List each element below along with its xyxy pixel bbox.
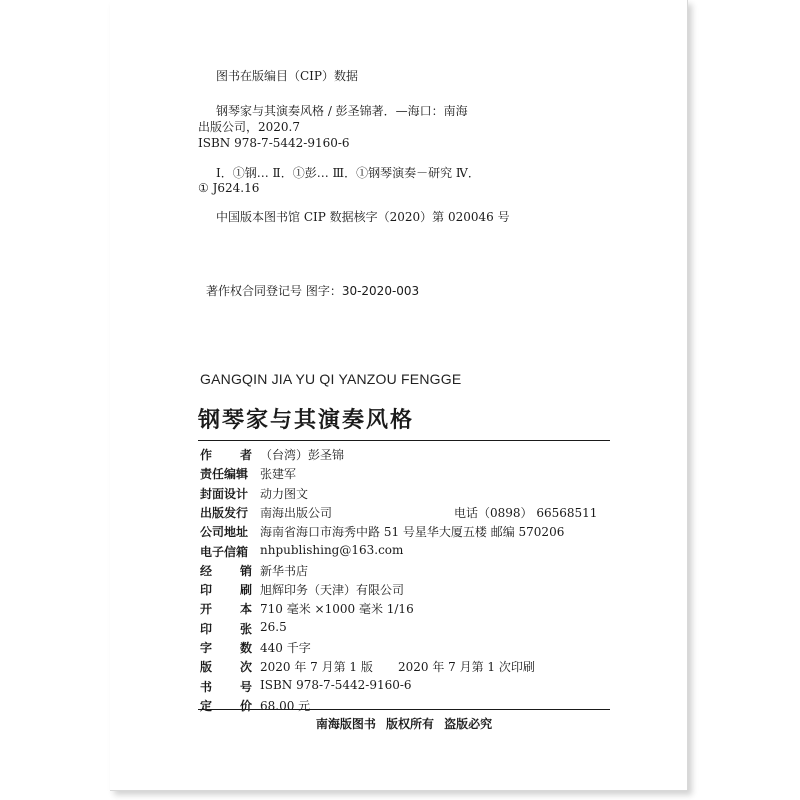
- info-value: 张建军: [260, 467, 297, 482]
- title-pinyin: GANGQIN JIA YU QI YANZOU FENGGE: [200, 371, 462, 387]
- info-value: 68.00 元: [260, 698, 311, 713]
- info-label-text: 定: [200, 698, 213, 713]
- info-value: 旭辉印务（天津）有限公司: [260, 583, 405, 598]
- info-label-text: 书: [200, 679, 213, 694]
- info-label: [200, 446, 252, 463]
- top-rule: [198, 440, 610, 441]
- info-label-text: 次: [239, 660, 252, 675]
- copyright-notice: 南海版图书 版权所有 盗版必究: [315, 717, 493, 731]
- info-label: [200, 639, 252, 656]
- info-label-text: 开: [200, 602, 213, 617]
- info-label-text: 数: [239, 641, 252, 655]
- info-label: [200, 658, 252, 675]
- info-label: [200, 504, 252, 521]
- cip-line-5: ① J624.16: [198, 181, 260, 195]
- info-value: （台湾）彭圣锦: [260, 448, 345, 462]
- info-extra: 2020 年 7 月第 1 次印刷: [398, 660, 535, 675]
- info-value: 710 毫米 ×1000 毫米 1/16: [260, 602, 414, 617]
- title-chinese: 钢琴家与其演奏风格: [198, 408, 415, 433]
- info-label-text: 出版发行: [200, 505, 249, 520]
- info-label: [200, 678, 252, 695]
- info-value: 2020 年 7 月第 1 版: [260, 660, 373, 675]
- info-value: 南海出版公司: [260, 505, 333, 520]
- info-label-text: 者: [239, 448, 252, 462]
- cip-line-6: 中国版本图书馆 CIP 数据核字（2020）第 020046 号: [216, 210, 510, 224]
- info-label: [200, 543, 252, 560]
- info-label: [200, 523, 252, 540]
- cip-line-4: Ⅰ．①钢… Ⅱ．①彭… Ⅲ．①钢琴演奏－研究 Ⅳ．: [216, 166, 480, 180]
- info-value: 动力图文: [260, 486, 309, 501]
- info-label-text: 价: [239, 698, 252, 713]
- info-label-text: 封面设计: [200, 486, 249, 501]
- info-extra: 电话（0898） 66568511: [454, 505, 598, 520]
- info-label-text: 版: [200, 660, 213, 675]
- info-label: [200, 697, 252, 714]
- info-label-text: 销: [239, 563, 252, 578]
- info-label-text: 作: [200, 448, 213, 462]
- info-label-text: 张: [239, 621, 252, 636]
- info-value: 440 千字: [260, 641, 311, 655]
- info-label-text: 经: [200, 563, 213, 578]
- info-label: [200, 465, 252, 482]
- cip-line-3: ISBN 978-7-5442-9160-6: [198, 136, 350, 150]
- info-label: [200, 562, 252, 579]
- info-value: 海南省海口市海秀中路 51 号星华大厦五楼 邮编 570206: [260, 525, 565, 540]
- info-label: [200, 600, 252, 617]
- info-label-text: 字: [200, 641, 213, 655]
- info-label-text: 刷: [239, 583, 252, 598]
- info-value: nhpublishing@163.com: [260, 542, 404, 557]
- info-label-text: 公司地址: [200, 525, 249, 540]
- info-label: [200, 485, 252, 502]
- info-label-text: 印: [200, 621, 213, 636]
- info-label-text: 本: [239, 602, 252, 617]
- info-value: 新华书店: [260, 563, 309, 578]
- cip-heading: 图书在版编目（CIP）数据: [216, 69, 358, 83]
- info-label-text: 印: [200, 583, 213, 598]
- info-value: ISBN 978-7-5442-9160-6: [260, 677, 412, 692]
- cip-line-1: 钢琴家与其演奏风格 / 彭圣锦著．—海口：南海: [216, 104, 468, 118]
- info-label-text: 电子信箱: [200, 544, 249, 559]
- info-label: [200, 620, 252, 637]
- info-label-text: 号: [239, 679, 252, 694]
- info-value: 26.5: [260, 619, 287, 634]
- bottom-rule: [198, 709, 610, 710]
- info-label: [200, 581, 252, 598]
- copyright-registration: 著作权合同登记号 图字：30-2020-003: [206, 284, 420, 298]
- cip-line-2: 出版公司，2020.7: [198, 120, 300, 134]
- info-label-text: 责任编辑: [200, 467, 249, 482]
